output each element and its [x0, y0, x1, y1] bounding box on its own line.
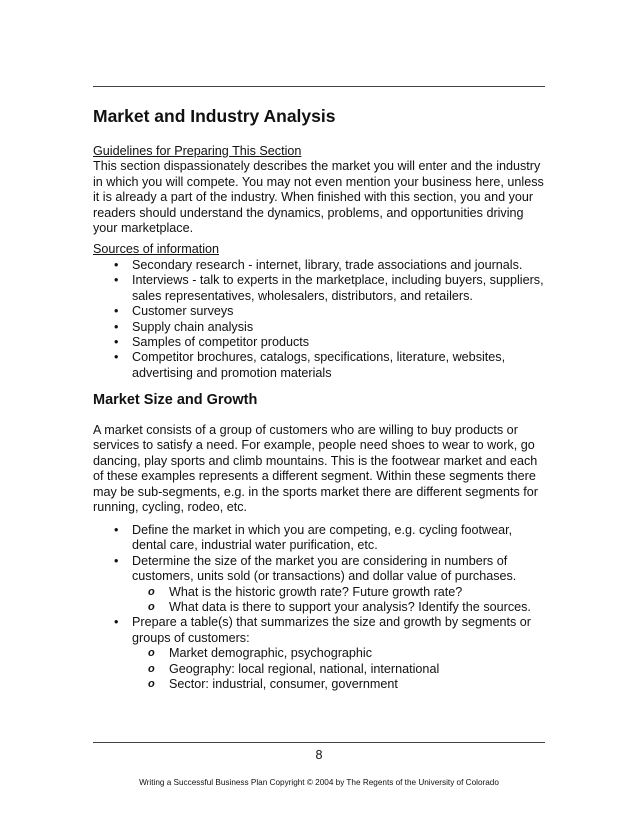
bullet-icon: •: [114, 335, 119, 350]
sources-heading-block: [93, 242, 548, 257]
guidelines-line: it is already a part of the industry. When finished with this section, you and your: [93, 190, 534, 205]
sub-list-item-text: Sector: industrial, consumer, government: [169, 677, 398, 692]
sub-list: [132, 585, 553, 616]
list-item-text: Determine the size of the market you are considering in numbers of: [132, 553, 508, 568]
guidelines-section: [93, 144, 548, 236]
sub-list-item-text: Market demographic, psychographic: [169, 646, 373, 661]
paragraph-line: A market consists of a group of customers who are willing to buy products or: [93, 423, 518, 437]
list-item-text: Prepare a table(s) that summarizes the size and growth by segments or: [132, 615, 531, 630]
list-item-text: Interviews - talk to experts in the marketplace, including buyers, suppliers,: [132, 273, 544, 288]
list-item-text: Define the market in which you are competing, e.g. cycling footwear,: [132, 523, 513, 537]
footer-copyright: Writing a Successful Business Plan Copyright © 2004 by The Regents of the University of Colorado: [139, 778, 499, 787]
bullet-icon: •: [114, 350, 119, 365]
footer-rule: [93, 742, 545, 743]
market-size-paragraph: [93, 423, 548, 515]
bullet-icon: •: [114, 523, 119, 537]
sub-list-item-text: Geography: local regional, national, international: [169, 661, 440, 676]
bullet-icon: •: [114, 319, 119, 334]
list-item: [93, 554, 553, 616]
guidelines-line: your marketplace.: [93, 221, 194, 236]
bullet-icon: •: [114, 553, 119, 568]
sub-list-item-text: What is the historic growth rate? Future growth rate?: [169, 584, 463, 599]
list-item-text: customers, units sold (or transactions) and dollar value of purchases.: [132, 569, 517, 584]
sub-bullet-icon: o: [148, 678, 155, 691]
sub-list-item: [132, 646, 553, 661]
sub-list-item-text: What data is there to support your analysis? Identify the sources.: [169, 600, 531, 615]
sub-list: [132, 646, 553, 692]
guidelines-line: in which you will compete. You may not even mention your business here, unless: [93, 174, 544, 189]
list-item: [93, 335, 553, 350]
sub-bullet-icon: o: [148, 601, 155, 614]
market-size-list: [93, 523, 553, 692]
list-item-text: sales representatives, wholesalers, distributors, and retailers.: [132, 288, 473, 303]
sources-list: [93, 258, 553, 381]
sub-bullet-icon: o: [148, 647, 155, 660]
paragraph-line: services to satisfy a need. For example, people need shoes to wear to work, go: [93, 438, 535, 453]
sub-bullet-icon: o: [148, 662, 155, 675]
list-item-text: advertising and promotion materials: [132, 365, 332, 380]
sub-list-item: [132, 677, 553, 692]
guidelines-heading: Guidelines for Preparing This Section: [93, 144, 302, 158]
bullet-icon: •: [114, 258, 119, 272]
list-item: [93, 304, 553, 319]
sources-heading: Sources of information: [93, 242, 219, 256]
list-item-text: Samples of competitor products: [132, 335, 310, 350]
list-item-text: Customer surveys: [132, 304, 234, 319]
sub-list-item: [132, 662, 553, 677]
bullet-icon: •: [114, 304, 119, 319]
list-item: [93, 350, 553, 381]
list-item-text: dental care, industrial water purification, etc.: [132, 538, 378, 553]
list-item: [93, 615, 553, 692]
section-heading: Market Size and Growth: [93, 392, 258, 408]
guidelines-line: This section dispassionately describes the market you will enter and the industry: [93, 159, 541, 174]
paragraph-line: may be sub-segments, e.g. in the sports market there are different segments for: [93, 484, 538, 499]
sub-list-item: [132, 585, 553, 600]
sub-bullet-icon: o: [148, 585, 155, 598]
bullet-icon: •: [114, 273, 119, 288]
list-item: [93, 523, 553, 554]
paragraph-line: dancing, play sports and climb mountains. This is the footwear market and each: [93, 453, 538, 468]
top-rule: [93, 86, 545, 87]
list-item-text: Competitor brochures, catalogs, specifications, literature, websites,: [132, 350, 506, 365]
guidelines-line: readers should understand the dynamics, problems, and opportunities driving: [93, 205, 524, 220]
list-item: [93, 273, 553, 304]
paragraph-line: of these examples represents a different segment. Within these segments there: [93, 469, 536, 484]
bullet-icon: •: [114, 615, 119, 630]
paragraph-line: running, cycling, rodeo, etc.: [93, 500, 248, 515]
list-item-text: groups of customers:: [132, 630, 250, 645]
list-item: [93, 258, 553, 273]
list-item-text: Supply chain analysis: [132, 319, 254, 334]
list-item-text: Secondary research - internet, library, trade associations and journals.: [132, 258, 523, 272]
page-number: 8: [315, 748, 323, 762]
page-title: Market and Industry Analysis: [93, 106, 336, 126]
list-item: [93, 320, 553, 335]
sub-list-item: [132, 600, 553, 615]
